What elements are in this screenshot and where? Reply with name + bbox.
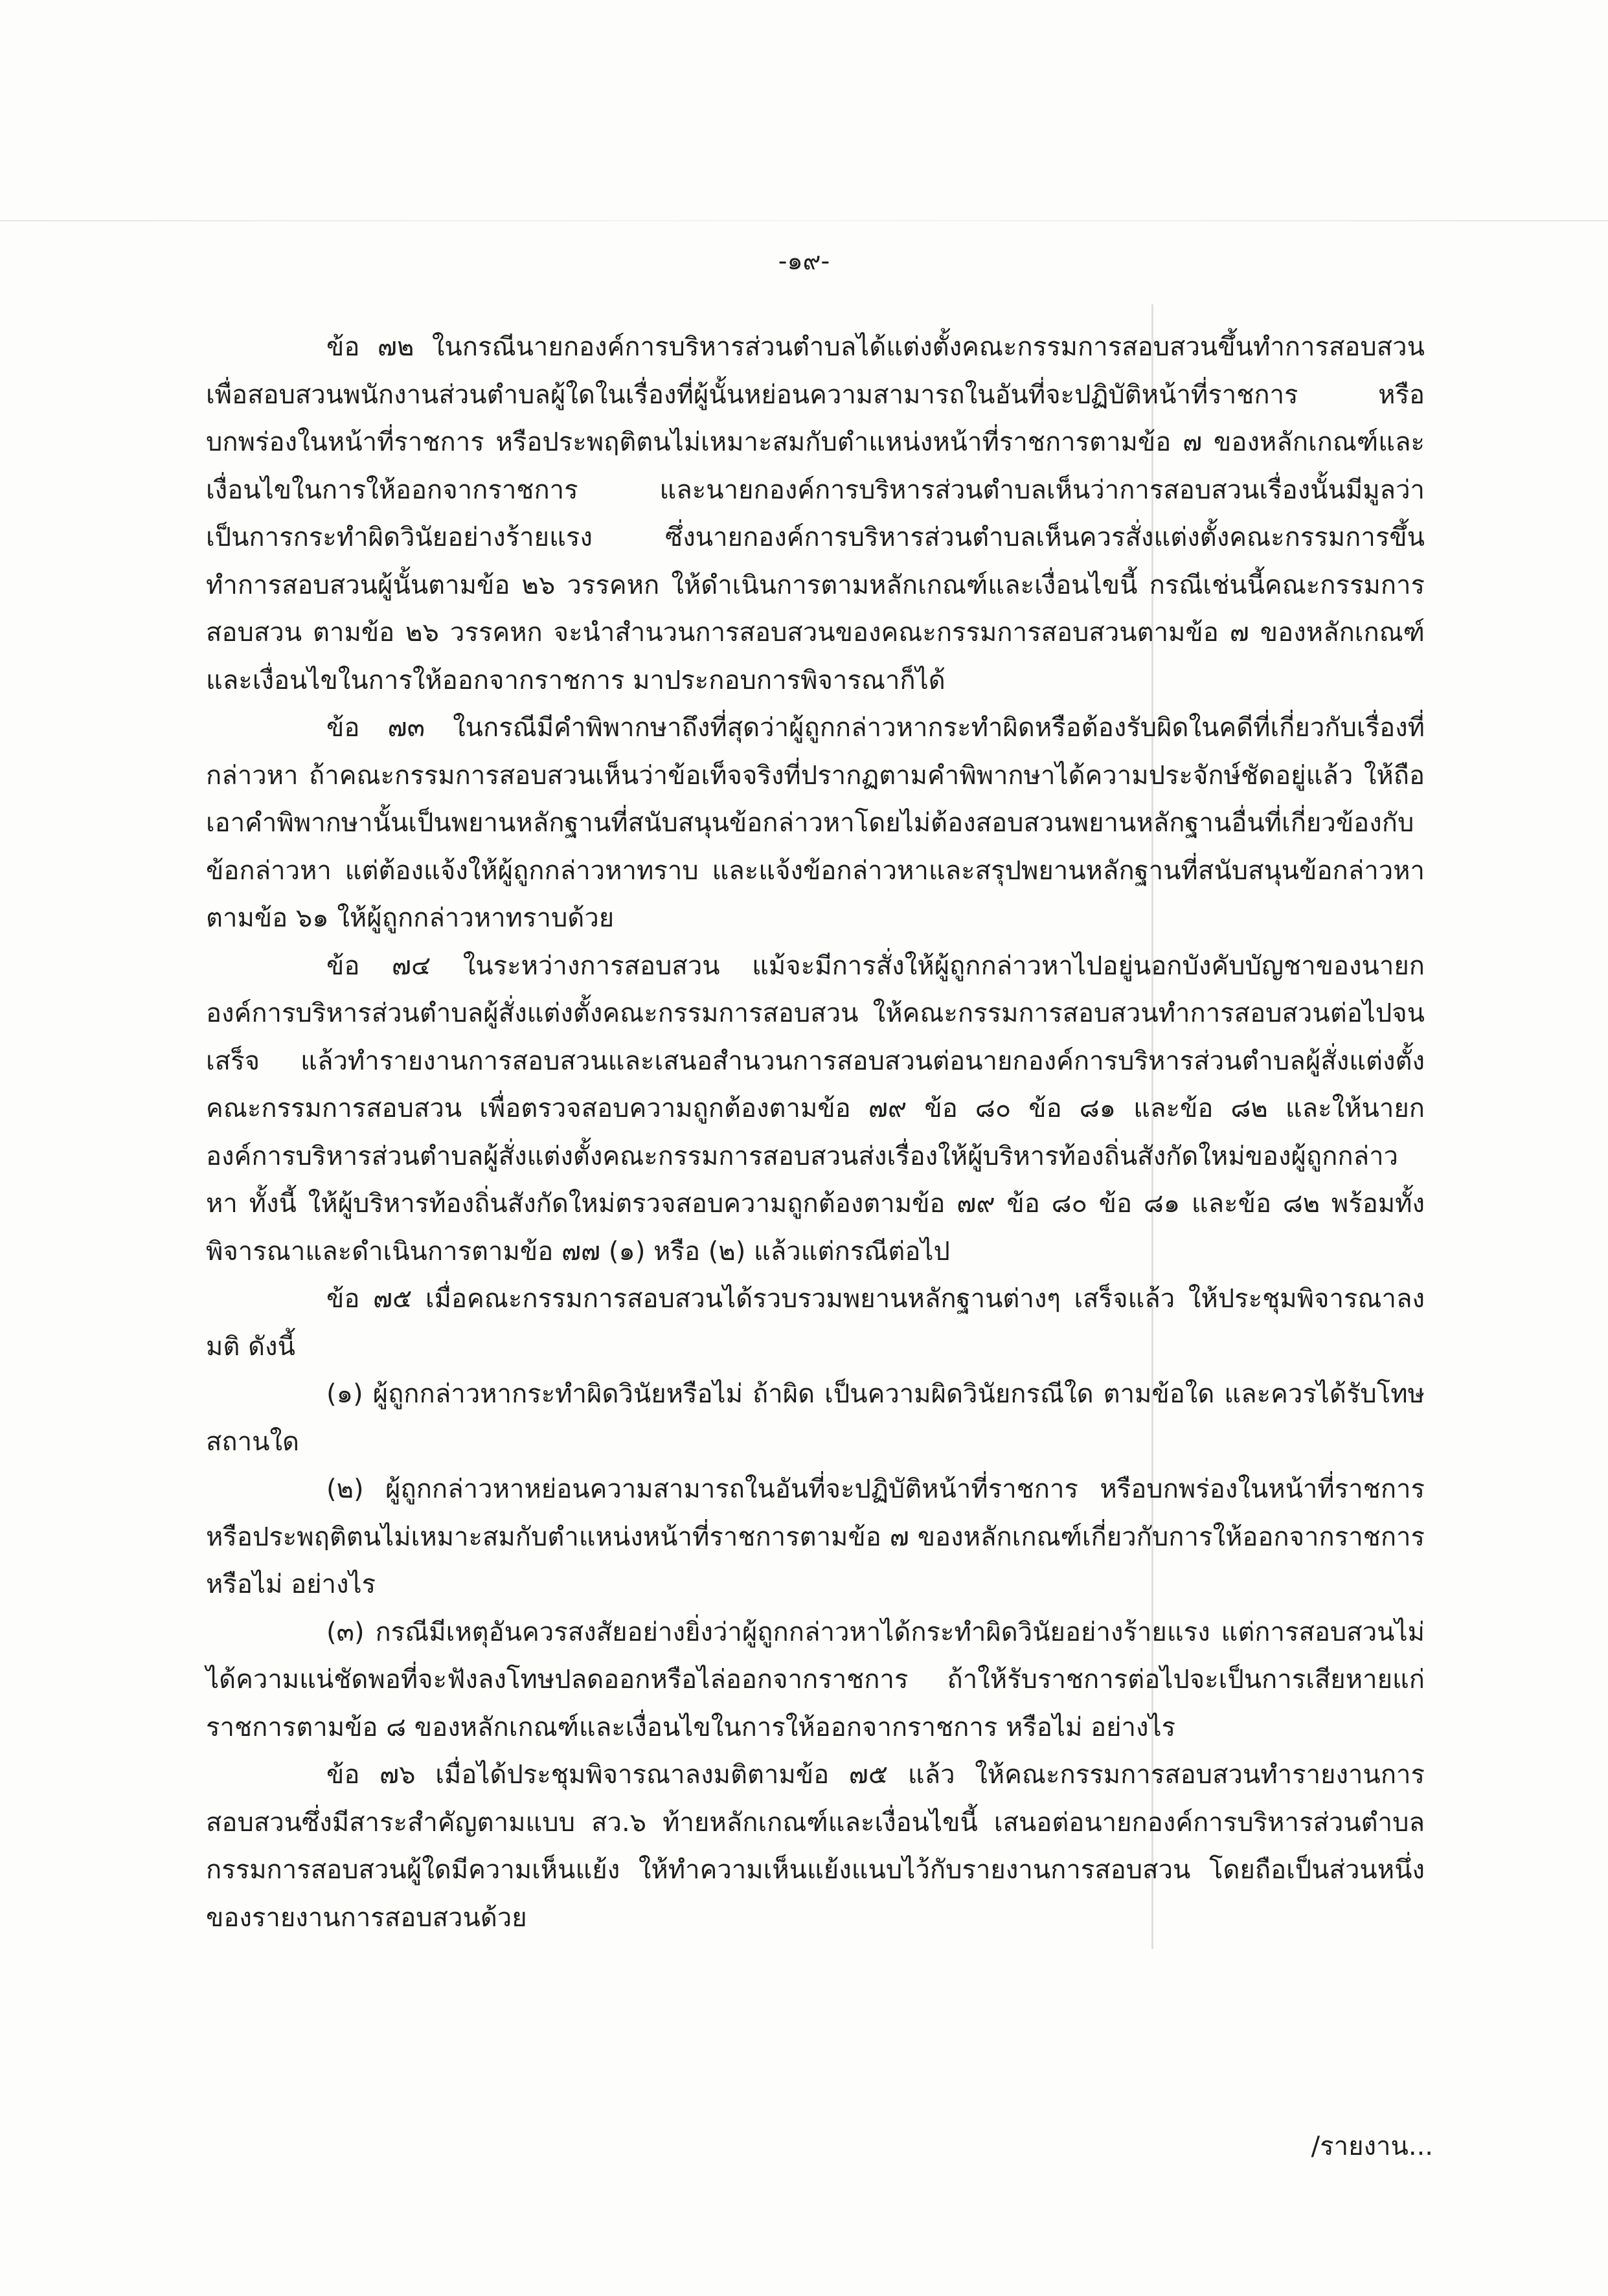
clause-74: ข้อ ๗๔ ในระหว่างการสอบสวน แม้จะมีการสั่งให้ผู้ถูกกล่าวหาไปอยู่นอกบังคับบัญชาของนายกองค์การบริหารส่วนตำบลผู้สั่งแต่งตั้งคณะกรรมการสอบสวน ให้คณะกรรมการสอบสวนทำการสอบสวนต่อไปจนเสร็จ แล้วทำรายงานการสอบสวนและเสนอสำนวนการสอบสวนต่อนายกองค์การบริหารส่วนตำบลผู้สั่งแต่งตั้งคณะกรรมการสอบสวน เพื่อตรวจสอบความถูกต้องตามข้อ ๗๙ ข้อ ๘๐ ข้อ ๘๑ และข้อ ๘๒ และให้นายกองค์การบริหารส่วนตำบลผู้สั่งแต่งตั้งคณะกรรมการสอบสวนส่งเรื่องให้ผู้บริหารท้องถิ่นสังกัดใหม่ของผู้ถูกกล่าวหา ทั้งนี้ ให้ผู้บริหารท้องถิ่นสังกัดใหม่ตรวจสอบความถูกต้องตามข้อ ๗๙ ข้อ ๘๐ ข้อ ๘๑ และข้อ ๘๒ พร้อมทั้งพิจารณาและดำเนินการตามข้อ ๗๗ (๑) หรือ (๒) แล้วแต่กรณีต่อไป: [206, 951, 1425, 1266]
scan-edge-line: [0, 220, 1608, 221]
clause-73: ข้อ ๗๓ ในกรณีมีคำพิพากษาถึงที่สุดว่าผู้ถูกกล่าวหากระทำผิดหรือต้องรับผิดในคดีที่เกี่ยวกับเรื่องที่กล่าวหา ถ้าคณะกรรมการสอบสวนเห็นว่าข้อเท็จจริงที่ปรากฏตามคำพิพากษาได้ความประจักษ์ชัดอยู่แล้ว ให้ถือเอาคำพิพากษานั้นเป็นพยานหลักฐานที่สนับสนุนข้อกล่าวหาโดยไม่ต้องสอบสวนพยานหลักฐานอื่นที่เกี่ยวข้องกับข้อกล่าวหา แต่ต้องแจ้งให้ผู้ถูกกล่าวหาทราบ และแจ้งข้อกล่าวหาและสรุปพยานหลักฐานที่สนับสนุนข้อกล่าวหาตามข้อ ๖๑ ให้ผู้ถูกกล่าวหาทราบด้วย: [206, 713, 1425, 933]
clause-72: ข้อ ๗๒ ในกรณีนายกองค์การบริหารส่วนตำบลได้แต่งตั้งคณะกรรมการสอบสวนขึ้นทำการสอบสวนเพื่อสอบสวนพนักงานส่วนตำบลผู้ใดในเรื่องที่ผู้นั้นหย่อนความสามารถในอันที่จะปฏิบัติหน้าที่ราชการ หรือบกพร่องในหน้าที่ราชการ หรือประพฤติตนไม่เหมาะสมกับตำแหน่งหน้าที่ราชการตามข้อ ๗ ของหลักเกณฑ์และเงื่อนไขในการให้ออกจากราชการ และนายกองค์การบริหารส่วนตำบลเห็นว่าการสอบสวนเรื่องนั้นมีมูลว่าเป็นการกระทำผิดวินัยอย่างร้ายแรง ซึ่งนายกองค์การบริหารส่วนตำบลเห็นควรสั่งแต่งตั้งคณะกรรมการขึ้นทำการสอบสวนผู้นั้นตามข้อ ๒๖ วรรคหก ให้ดำเนินการตามหลักเกณฑ์และเงื่อนไขนี้ กรณีเช่นนี้คณะกรรมการสอบสวน ตามข้อ ๒๖ วรรคหก จะนำสำนวนการสอบสวนของคณะกรรมการสอบสวนตามข้อ ๗ ของหลักเกณฑ์และเงื่อนไขในการให้ออกจากราชการ มาประกอบการพิจารณาก็ได้: [206, 332, 1425, 695]
continuation-marker: /รายงาน...: [1311, 2132, 1433, 2161]
clause-75-item-3: (๓) กรณีมีเหตุอันควรสงสัยอย่างยิ่งว่าผู้ถูกกล่าวหาได้กระทำผิดวินัยอย่างร้ายแรง แต่การสอบสวนไม่ได้ความแน่ชัดพอที่จะฟังลงโทษปลดออกหรือไล่ออกจากราชการ ถ้าให้รับราชการต่อไปจะเป็นการเสียหายแก่ราชการตามข้อ ๘ ของหลักเกณฑ์และเงื่อนไขในการให้ออกจากราชการ หรือไม่ อย่างไร: [206, 1617, 1425, 1742]
clause-75: ข้อ ๗๕ เมื่อคณะกรรมการสอบสวนได้รวบรวมพยานหลักฐานต่างๆ เสร็จแล้ว ให้ประชุมพิจารณาลงมติ ดังนี้: [206, 1284, 1425, 1362]
clause-75-item-1: (๑) ผู้ถูกกล่าวหากระทำผิดวินัยหรือไม่ ถ้าผิด เป็นความผิดวินัยกรณีใด ตามข้อใด และควรได้รับโทษสถานใด: [206, 1379, 1425, 1457]
page-number: -๑๙-: [778, 247, 830, 275]
document-body: [206, 324, 1425, 1942]
clause-75-item-2: (๒) ผู้ถูกกล่าวหาหย่อนความสามารถในอันที่จะปฏิบัติหน้าที่ราชการ หรือบกพร่องในหน้าที่ราชการ หรือประพฤติตนไม่เหมาะสมกับตำแหน่งหน้าที่ราชการตามข้อ ๗ ของหลักเกณฑ์เกี่ยวกับการให้ออกจากราชการ หรือไม่ อย่างไร: [206, 1474, 1425, 1599]
clause-76: ข้อ ๗๖ เมื่อได้ประชุมพิจารณาลงมติตามข้อ ๗๕ แล้ว ให้คณะกรรมการสอบสวนทำรายงานการสอบสวนซึ่งมีสาระสำคัญตามแบบ สว.๖ ท้ายหลักเกณฑ์และเงื่อนไขนี้ เสนอต่อนายกองค์การบริหารส่วนตำบล กรรมการสอบสวนผู้ใดมีความเห็นแย้ง ให้ทำความเห็นแย้งแนบไว้กับรายงานการสอบสวน โดยถือเป็นส่วนหนึ่งของรายงานการสอบสวนด้วย: [206, 1760, 1425, 1933]
